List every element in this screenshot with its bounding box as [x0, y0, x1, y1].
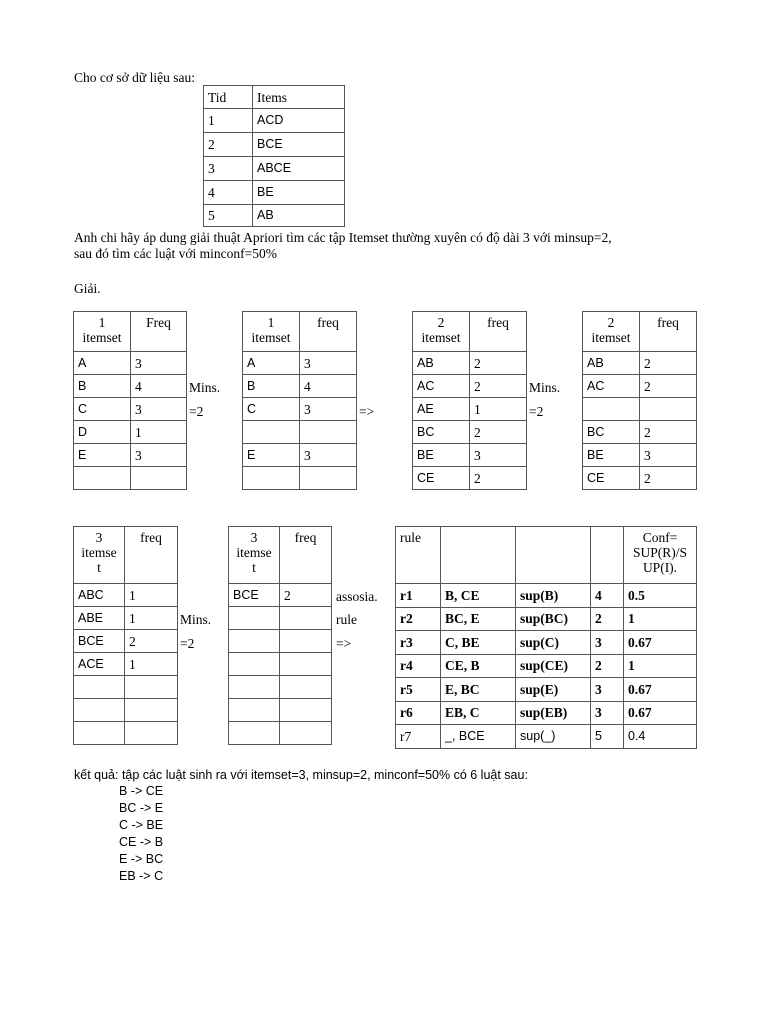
freq-cell: 1	[470, 398, 527, 421]
rule-body-cell: EB, C	[441, 701, 516, 725]
table-3-itemset-freq	[73, 526, 178, 745]
freq-cell	[280, 676, 332, 699]
itemset-header-line: 1	[267, 315, 275, 330]
freq-cell: 3	[300, 398, 357, 421]
itemset-header	[74, 312, 131, 352]
rule-id-cell: r1	[396, 584, 441, 608]
result-rule-item: BC -> E	[119, 801, 164, 815]
itemset-cell: AE	[413, 398, 470, 421]
itemset-cell: AC	[583, 375, 640, 398]
header-items: Items	[253, 86, 345, 109]
rules-table	[395, 526, 697, 749]
itemset-cell: ABE	[74, 607, 125, 630]
rule-conf-cell: 0.4	[624, 725, 697, 749]
freq-cell: 2	[470, 375, 527, 398]
tid-cell: 4	[204, 181, 253, 205]
solution-label: Giải.	[74, 281, 101, 296]
intro-text: Cho cơ sở dữ liệu sau:	[74, 70, 195, 85]
rule-id-cell: r6	[396, 701, 441, 725]
rule-conf-cell: 1	[624, 654, 697, 678]
rule-row	[396, 678, 697, 702]
itemset-cell: E	[74, 444, 131, 467]
minsup-label-1: Mins.	[189, 380, 221, 395]
rule-count-cell: 2	[591, 607, 624, 631]
freq-cell: 2	[280, 584, 332, 607]
rule-id-cell: r7	[396, 725, 441, 749]
itemset-cell	[583, 398, 640, 421]
itemset-cell: D	[74, 421, 131, 444]
rule-id-cell: r2	[396, 607, 441, 631]
freq-header: freq	[280, 527, 332, 584]
table-2-itemset-freq	[412, 311, 527, 490]
minsup-label-2: Mins.	[529, 380, 561, 395]
rule-conf-cell: 0.5	[624, 584, 697, 608]
rule-count-cell: 5	[591, 725, 624, 749]
items-cell: ACD	[253, 109, 345, 133]
freq-cell	[125, 676, 178, 699]
itemset-cell: BE	[583, 444, 640, 467]
result-rule-item: E -> BC	[119, 852, 164, 866]
itemset-cell	[74, 676, 125, 699]
itemset-cell	[243, 421, 300, 444]
itemset-header-line: itemse	[81, 545, 117, 560]
freq-cell	[300, 467, 357, 490]
task-line-1: Anh chi hãy áp dung giải thuật Apriori tìm các tập Itemset thường xuyên có độ dài 3 với minsup=2,	[74, 230, 612, 245]
freq-cell: 3	[470, 444, 527, 467]
itemset-cell: C	[243, 398, 300, 421]
itemset-cell: B	[74, 375, 131, 398]
itemset-cell	[229, 699, 280, 722]
itemset-header-line: 3	[250, 530, 258, 545]
rule-body-cell: B, CE	[441, 584, 516, 608]
rules-header-empty	[441, 527, 516, 584]
rule-row	[396, 701, 697, 725]
freq-header: freq	[470, 312, 527, 352]
tid-cell: 5	[204, 205, 253, 227]
rule-body-cell: E, BC	[441, 678, 516, 702]
itemset-cell: AC	[413, 375, 470, 398]
itemset-header	[229, 527, 280, 584]
rule-row	[396, 607, 697, 631]
itemset-header-line: 3	[95, 530, 103, 545]
itemset-cell	[229, 676, 280, 699]
rule-sup-cell: sup(CE)	[516, 654, 591, 678]
itemset-cell	[74, 699, 125, 722]
itemset-cell: B	[243, 375, 300, 398]
freq-header: freq	[125, 527, 178, 584]
result-rule-item: CE -> B	[119, 835, 164, 849]
itemset-cell: BC	[583, 421, 640, 444]
freq-cell: 2	[125, 630, 178, 653]
result-text: kết quả: tập các luật sinh ra với itemset=3, minsup=2, minconf=50% có 6 luật sau:	[74, 768, 528, 782]
itemset-header-line: t	[97, 560, 101, 575]
itemset-cell	[229, 607, 280, 630]
freq-cell: 3	[131, 398, 187, 421]
itemset-cell: BE	[413, 444, 470, 467]
result-rules-list	[119, 783, 163, 885]
header-tid: Tid	[204, 86, 253, 109]
tid-cell: 3	[204, 157, 253, 181]
minsup-label-3: Mins.	[180, 612, 212, 627]
arrow-1: =>	[359, 404, 375, 419]
rules-header-conf	[624, 527, 697, 584]
result-rule-item: B -> CE	[119, 784, 164, 798]
freq-cell	[280, 607, 332, 630]
freq-cell: 3	[131, 352, 187, 375]
rule-sup-cell: sup(BC)	[516, 607, 591, 631]
itemset-cell: A	[74, 352, 131, 375]
rules-header-empty	[591, 527, 624, 584]
freq-cell	[131, 467, 187, 490]
database-table	[203, 85, 345, 227]
freq-cell: 3	[640, 444, 697, 467]
rule-sup-cell: sup(E)	[516, 678, 591, 702]
rule-body-cell: BC, E	[441, 607, 516, 631]
itemset-cell	[243, 467, 300, 490]
itemset-header	[583, 312, 640, 352]
freq-cell	[280, 699, 332, 722]
freq-cell: 3	[300, 352, 357, 375]
freq-cell: 2	[470, 467, 527, 490]
itemset-header-line: itemset	[82, 330, 122, 345]
tid-cell: 1	[204, 109, 253, 133]
freq-cell	[280, 722, 332, 745]
rule-conf-cell: 0.67	[624, 631, 697, 655]
freq-cell: 1	[125, 607, 178, 630]
tid-cell: 2	[204, 133, 253, 157]
itemset-cell: BCE	[229, 584, 280, 607]
freq-header: freq	[300, 312, 357, 352]
freq-cell: 1	[125, 584, 178, 607]
rules-header-empty	[516, 527, 591, 584]
itemset-cell	[74, 467, 131, 490]
freq-header: Freq	[131, 312, 187, 352]
freq-cell	[640, 398, 697, 421]
freq-cell	[280, 630, 332, 653]
itemset-cell	[229, 630, 280, 653]
freq-cell	[280, 653, 332, 676]
minsup-value-2: =2	[529, 404, 544, 419]
freq-cell: 1	[131, 421, 187, 444]
itemset-cell: C	[74, 398, 131, 421]
items-cell: ABCE	[253, 157, 345, 181]
table-2-itemset-filtered	[582, 311, 697, 490]
itemset-cell	[229, 653, 280, 676]
freq-cell: 3	[300, 444, 357, 467]
itemset-header-line: itemset	[421, 330, 461, 345]
freq-cell	[125, 722, 178, 745]
table-1-itemset-freq	[73, 311, 187, 490]
minsup-value-3: =2	[180, 636, 195, 651]
itemset-cell: ABC	[74, 584, 125, 607]
rule-sup-cell: sup(EB)	[516, 701, 591, 725]
freq-cell: 4	[131, 375, 187, 398]
result-rule-item: EB -> C	[119, 869, 164, 883]
rule-id-cell: r3	[396, 631, 441, 655]
rule-id-cell: r4	[396, 654, 441, 678]
freq-cell: 3	[131, 444, 187, 467]
freq-cell: 2	[640, 421, 697, 444]
itemset-cell: ACE	[74, 653, 125, 676]
rule-body-cell: C, BE	[441, 631, 516, 655]
itemset-header-line: 2	[607, 315, 615, 330]
itemset-header-line: 1	[98, 315, 106, 330]
rule-id-cell: r5	[396, 678, 441, 702]
rule-conf-cell: 0.67	[624, 701, 697, 725]
rule-sup-cell: sup(B)	[516, 584, 591, 608]
freq-cell: 4	[300, 375, 357, 398]
freq-header: freq	[640, 312, 697, 352]
rule-count-cell: 3	[591, 631, 624, 655]
freq-cell: 2	[640, 375, 697, 398]
rule-row	[396, 725, 697, 749]
rule-conf-cell: 1	[624, 607, 697, 631]
conf-line: Conf=	[642, 530, 678, 545]
freq-cell: 2	[470, 421, 527, 444]
freq-cell: 2	[640, 467, 697, 490]
freq-cell	[125, 699, 178, 722]
rule-count-cell: 3	[591, 701, 624, 725]
rule-count-cell: 3	[591, 678, 624, 702]
result-rule-item: C -> BE	[119, 818, 164, 832]
rule-sup-cell: sup(C)	[516, 631, 591, 655]
rule-count-cell: 2	[591, 654, 624, 678]
itemset-cell: A	[243, 352, 300, 375]
freq-cell: 2	[470, 352, 527, 375]
rule-body-cell: _, BCE	[441, 725, 516, 749]
itemset-header-line: itemse	[236, 545, 272, 560]
items-cell: AB	[253, 205, 345, 227]
conf-line: UP(I).	[642, 560, 678, 575]
itemset-cell	[74, 722, 125, 745]
itemset-cell: CE	[413, 467, 470, 490]
rule-label: rule	[336, 612, 357, 627]
itemset-header	[74, 527, 125, 584]
freq-cell: 2	[640, 352, 697, 375]
rules-header-rule: rule	[396, 527, 441, 584]
itemset-header-line: 2	[437, 315, 445, 330]
itemset-cell	[229, 722, 280, 745]
table-3-itemset-filtered	[228, 526, 332, 745]
itemset-cell: AB	[413, 352, 470, 375]
rule-row	[396, 654, 697, 678]
table-1-itemset-filtered	[242, 311, 357, 490]
items-cell: BCE	[253, 133, 345, 157]
assoc-label: assosia.	[336, 589, 378, 604]
rule-count-cell: 4	[591, 584, 624, 608]
itemset-cell: AB	[583, 352, 640, 375]
itemset-cell: CE	[583, 467, 640, 490]
rule-row	[396, 584, 697, 608]
itemset-cell: E	[243, 444, 300, 467]
conf-line: SUP(R)/S	[632, 545, 688, 560]
rule-row	[396, 631, 697, 655]
task-line-2: sau đó tìm các luật với minconf=50%	[74, 246, 277, 261]
rule-body-cell: CE, B	[441, 654, 516, 678]
itemset-header-line: itemset	[591, 330, 631, 345]
itemset-cell: BCE	[74, 630, 125, 653]
itemset-cell: BC	[413, 421, 470, 444]
rule-sup-cell: sup(_)	[516, 725, 591, 749]
itemset-header-line: itemset	[251, 330, 291, 345]
itemset-header	[243, 312, 300, 352]
freq-cell: 1	[125, 653, 178, 676]
itemset-header-line: t	[252, 560, 256, 575]
minsup-value-1: =2	[189, 404, 204, 419]
rule-conf-cell: 0.67	[624, 678, 697, 702]
freq-cell	[300, 421, 357, 444]
items-cell: BE	[253, 181, 345, 205]
arrow-2: =>	[336, 636, 352, 651]
itemset-header	[413, 312, 470, 352]
